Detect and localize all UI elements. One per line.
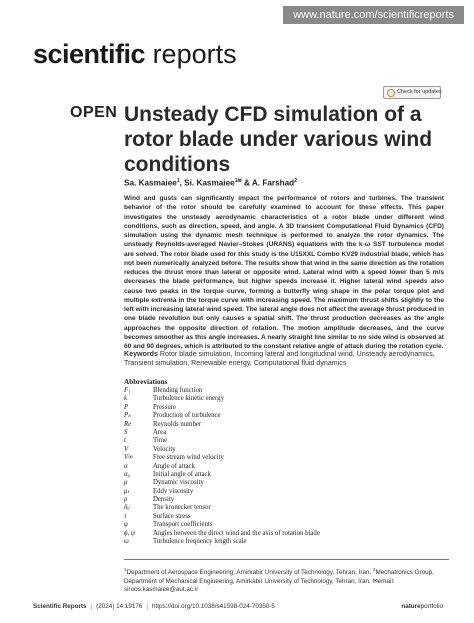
abbreviation-symbol: α₀: [124, 470, 130, 478]
journal-name-light: reports: [152, 39, 237, 69]
abbreviation-symbol: τ: [124, 512, 127, 520]
page-footer: Scientific Reports | (2024) 14:19176 | https://doi.org/10.1038/s41598-024-70350-5 natureportfolio: [33, 603, 443, 610]
abbreviation-definition: Velocity: [153, 445, 176, 453]
publisher-logo: natureportfolio: [401, 603, 443, 610]
abbreviation-symbol: V∞: [124, 454, 133, 462]
abbreviation-row: [124, 387, 444, 395]
abbreviation-row: [124, 437, 444, 445]
abbreviation-definition: The kronecker tensor: [153, 504, 211, 512]
keywords-label: Keywords: [124, 350, 158, 358]
open-access-label: OPEN: [70, 104, 118, 121]
abbreviation-symbol: μₜ: [124, 487, 130, 495]
abbreviation-symbol: F₁: [124, 387, 131, 394]
abbreviation-symbol: ρ: [124, 496, 128, 504]
abbreviation-row: [124, 479, 444, 487]
abbreviation-definition: Angles between the direct wind and the axis of rotation blade: [153, 529, 320, 537]
abbreviation-symbol: δᵢⱼ: [124, 504, 130, 512]
corresponding-email[interactable]: email: siroos.kasmaiee@aut.ac.ir: [124, 577, 395, 594]
abbreviation-row: [124, 454, 444, 462]
abbreviation-row: [124, 521, 444, 529]
keywords-text: Rotor blade simulation, Incoming lateral and longitudinal wind, Unsteady aerodynamics, Transient simulation, Renewable energy, Computational fluid dynamics: [124, 350, 435, 368]
abbreviation-row: [124, 513, 444, 521]
abbreviation-row: [124, 471, 444, 479]
abbreviations-list: [124, 387, 444, 546]
abbreviation-row: [124, 504, 444, 512]
abbreviation-row: [124, 496, 444, 504]
abbreviation-definition: Area: [153, 428, 167, 436]
abbreviation-symbol: V: [124, 445, 129, 453]
author-name[interactable]: Sa. Kasmaiee: [124, 178, 177, 188]
author-name[interactable]: A. Farshad: [251, 178, 295, 188]
abbreviations-heading: Abbreviations: [124, 378, 168, 386]
author-name[interactable]: Si. Kasmaiee: [184, 178, 235, 188]
abbreviation-definition: Time: [153, 437, 168, 445]
footer-journal: Scientific Reports: [33, 603, 87, 610]
author-list: Sa. Kasmaiee$^1$, Si. Kasmaiee$^{1✉}$ & A. Farshad$^2$: [124, 178, 297, 188]
abbreviation-row: [124, 429, 444, 437]
abbreviation-definition: Turbulence frequency length scale: [153, 538, 247, 546]
abbreviation-row: [124, 538, 444, 546]
abbreviation-symbol: P: [124, 403, 129, 411]
abbreviation-row: [124, 421, 444, 429]
abbreviation-definition: Dynamic viscosity: [153, 479, 204, 487]
abbreviation-definition: Pressure: [153, 403, 177, 411]
abbreviation-row: [124, 395, 444, 403]
abbreviation-definition: Reynolds number: [153, 420, 202, 428]
abbreviation-symbol: Pₖ: [124, 412, 132, 420]
abbreviation-definition: Surface stress: [153, 512, 191, 520]
abstract: Wind and gusts can significantly impact the performance of rotors and turbines. The transient behavior of the rotor should be carefully examined to account for these effects. This paper investigates the unsteady aerodynamic characteristics of a rotor blade under different wind conditions, such as direction, speed, and angle. A 3D transient Computational Fluid Dynamics (CFD) simulation using the dynamic mesh technique is performed to analyze the rotor dynamics. The unsteady Reynolds-averaged Navier–Stokes (URANS) equations with the k-ω SST turbulence model are solved. The rotor blade used for this study is the U15XXL Combo KV29 industrial blade, which has not been numerically analyzed before. The results show that wind in the same direction as the rotation reduces the thrust more than lateral or opposite wind. Lateral wind with a speed lower than 5 m/s decreases the blade performance, but higher speeds increase it. Higher lateral wind speeds also cause two peaks in the torque curve, forming a butterfly wing shape in the polar torque plot and multiple extrema in the torque curve with increasing speed. The maximum thrust shifts slightly to the left with increasing lateral wind speed. The lateral angle does not affect the average thrust produced in one blade revolution but only causes a spatial shift. The thrust production decreases as the angle approaches the opposite direction of rotation. The motion amplitude decreases, and the curve becomes smoother as this angle increases. A nearly straight line similar to no side wind is observed at 60 and 90 degrees, which is attributed to the constant relative angle of attack during the rotation cycle.: [124, 195, 444, 350]
affiliation-2: Mechatronics Group, Department of Mechanical Engineering, Amirkabir University of Technology, Tehran, Iran.: [124, 569, 434, 585]
footer-citation: (2024) 14:19176: [96, 603, 143, 610]
abbreviation-symbol: μ: [124, 479, 128, 487]
footer-doi-link[interactable]: https://doi.org/10.1038/s41598-024-70350-5: [152, 603, 275, 610]
abbreviation-row: [124, 463, 444, 471]
abbreviation-symbol: k: [124, 395, 128, 403]
abbreviation-symbol: φ: [124, 521, 128, 529]
abbreviation-symbol: Re: [124, 420, 132, 428]
journal-name-bold: scientific: [33, 39, 146, 69]
abbreviation-symbol: ϕ, ψ: [124, 529, 136, 537]
abbreviation-definition: Blending function: [153, 387, 203, 394]
abbreviation-row: [124, 404, 444, 412]
abbreviation-symbol: ω: [124, 538, 129, 546]
affiliation-1: Department of Aerospace Engineering, Amirkabir University of Technology, Tehran, Iran.: [126, 569, 373, 577]
update-icon: [387, 89, 395, 97]
journal-logo: [33, 38, 237, 70]
abbreviation-definition: Density: [153, 496, 175, 504]
abbreviation-row: [124, 446, 444, 454]
check-updates-button[interactable]: [383, 86, 441, 99]
abbreviation-definition: Eddy viscosity: [153, 487, 194, 495]
abbreviation-definition: Free stream wind velocity: [153, 454, 224, 462]
keywords: [124, 350, 444, 369]
mail-icon: ✉: [372, 577, 378, 585]
abbreviation-definition: Turbulence kinetic energy: [153, 395, 224, 403]
abbreviation-symbol: α: [124, 462, 128, 470]
journal-url[interactable]: www.nature.com/scientificreports: [283, 6, 464, 24]
abbreviation-definition: Transport coefficients: [153, 521, 213, 529]
abbreviation-row: [124, 488, 444, 496]
affiliations: $^1$Department of Aerospace Engineering, Amirkabir University of Technology, Tehran, Iran. $^2$Mechatronics Group, Department of Mechanical Engineering, Amirkabir University of Technology, Tehran, Iran. ✉email: siroos.kasmaiee@aut.ac.ir: [124, 559, 449, 595]
abbreviation-definition: Production of turbulence: [153, 412, 221, 420]
abbreviation-row: [124, 530, 444, 538]
abbreviation-symbol: t: [124, 437, 126, 445]
check-updates-label: Check for updates: [397, 89, 442, 95]
abbreviation-symbol: S: [124, 428, 128, 436]
abbreviations-section: [124, 378, 444, 546]
top-bar: [0, 0, 474, 28]
abbreviation-row: [124, 412, 444, 420]
abbreviation-definition: Initial angle of attack: [153, 470, 211, 478]
abbreviation-definition: Angle of attack: [153, 462, 195, 470]
article-title: Unsteady CFD simulation of a rotor blade under various wind conditions: [124, 103, 433, 176]
